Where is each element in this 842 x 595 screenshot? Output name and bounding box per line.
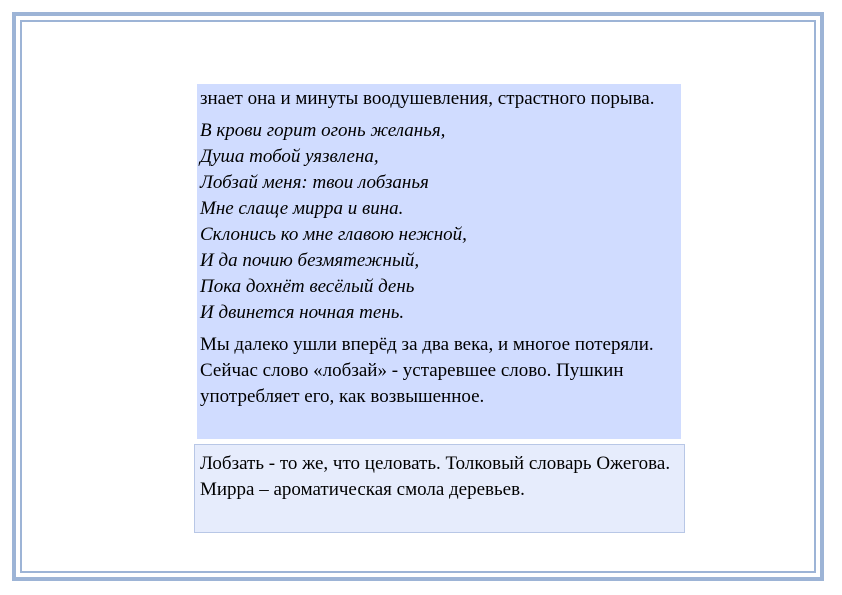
intro-paragraph: знает она и минуты воодушевления, страстного порыва.: [200, 88, 655, 109]
poem: [200, 118, 681, 326]
poem-line: Мне слаще мирра и вина.: [200, 198, 404, 219]
outro-paragraph: Мы далеко ушли вперёд за два века, и многое потеряли. Сейчас слово «лобзай» - устаревшее слово. Пушкин употребляет его, как возвышенное.: [200, 334, 654, 407]
definition-line: Лобзать - то же, что целовать. Толковый словарь Ожегова.: [200, 453, 671, 474]
poem-line: Пока дохнёт весёлый день: [200, 276, 415, 297]
poem-line: И да почию безмятежный,: [200, 250, 420, 271]
definition-line: Мирра – ароматическая смола деревьев.: [200, 479, 525, 500]
poem-line: В крови горит огонь желанья,: [200, 120, 446, 141]
poem-line: Склонись ко мне главою нежной,: [200, 224, 467, 245]
definition-note-box: [194, 444, 685, 533]
main-text-block: [197, 84, 681, 439]
poem-line: Лобзай меня: твои лобзанья: [200, 172, 429, 193]
poem-line: И двинется ночная тень.: [200, 302, 405, 323]
poem-line: Душа тобой уязвлена,: [200, 146, 379, 167]
